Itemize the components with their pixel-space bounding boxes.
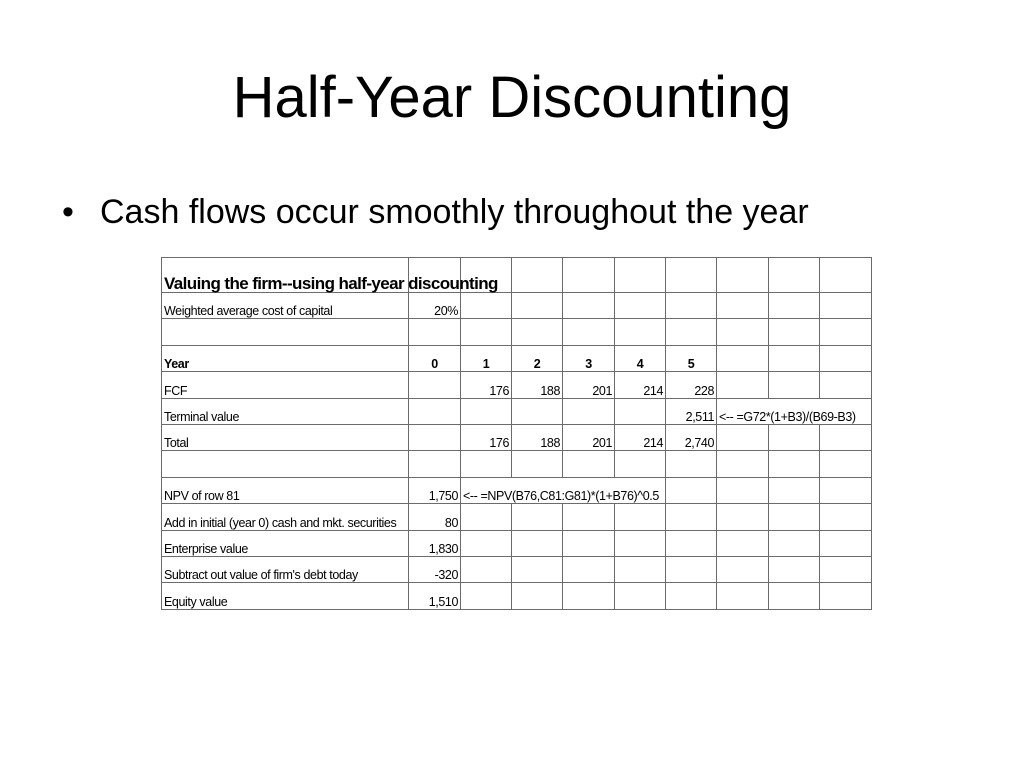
terminal-cell: 2,511 xyxy=(666,398,717,424)
empty-cell xyxy=(563,258,615,293)
terminal-cell xyxy=(512,398,563,424)
npv-label: NPV of row 81 xyxy=(162,477,409,503)
bullet-text: Cash flows occur smoothly throughout the year xyxy=(100,193,809,231)
terminal-cell xyxy=(461,398,512,424)
empty-cell xyxy=(820,556,872,582)
empty-cell xyxy=(461,293,512,319)
empty-cell xyxy=(717,293,769,319)
empty-cell xyxy=(162,319,409,345)
table-title-cell xyxy=(162,258,498,293)
empty-cell xyxy=(512,293,563,319)
empty-cell xyxy=(717,556,769,582)
total-cell: 201 xyxy=(563,424,615,450)
year-label: Year xyxy=(162,345,409,371)
empty-cell xyxy=(512,583,563,609)
empty-cell xyxy=(666,258,717,293)
total-cell: 176 xyxy=(461,424,512,450)
bullet-item xyxy=(62,190,809,234)
total-row xyxy=(162,424,872,450)
empty-cell xyxy=(769,424,820,450)
empty-cell xyxy=(820,319,872,345)
empty-cell xyxy=(461,530,512,556)
empty-cell xyxy=(615,556,666,582)
empty-cell xyxy=(512,556,563,582)
empty-cell xyxy=(769,530,820,556)
empty-cell xyxy=(820,372,872,398)
terminal-cell xyxy=(409,398,461,424)
empty-cell xyxy=(409,319,461,345)
empty-cell xyxy=(461,504,512,530)
table-row xyxy=(162,319,872,345)
fcf-label: FCF xyxy=(162,372,409,398)
empty-cell xyxy=(717,504,769,530)
bullet-dot-icon: • xyxy=(62,193,74,231)
fcf-cell: 188 xyxy=(512,372,563,398)
npv-formula: <-- =NPV(B76,C81:G81)*(1+B76)^0.5 xyxy=(461,477,666,503)
empty-cell xyxy=(717,372,769,398)
table-row xyxy=(162,451,872,477)
empty-cell xyxy=(666,451,717,477)
empty-cell xyxy=(717,583,769,609)
empty-cell xyxy=(820,530,872,556)
wacc-value: 20% xyxy=(409,293,461,319)
empty-cell xyxy=(717,345,769,371)
wacc-label: Weighted average cost of capital xyxy=(162,293,409,319)
year-cell: 2 xyxy=(512,345,563,371)
npv-row xyxy=(162,477,872,503)
table-title: Valuing the firm--using half-year discounting xyxy=(164,274,498,293)
empty-cell xyxy=(769,556,820,582)
year-cell: 5 xyxy=(666,345,717,371)
empty-cell xyxy=(666,530,717,556)
empty-cell xyxy=(461,451,512,477)
valuation-table xyxy=(161,257,872,610)
enterprise-value-row xyxy=(162,530,872,556)
empty-cell xyxy=(769,372,820,398)
fcf-cell: 201 xyxy=(563,372,615,398)
empty-cell xyxy=(666,319,717,345)
empty-cell xyxy=(717,477,769,503)
empty-cell xyxy=(563,319,615,345)
year-cell: 0 xyxy=(409,345,461,371)
empty-cell xyxy=(769,583,820,609)
slide-title: Half-Year Discounting xyxy=(232,65,792,130)
fcf-cell xyxy=(409,372,461,398)
empty-cell xyxy=(820,451,872,477)
empty-cell xyxy=(769,258,820,293)
year-header-row xyxy=(162,345,872,371)
empty-cell xyxy=(769,451,820,477)
empty-cell xyxy=(615,504,666,530)
empty-cell xyxy=(512,530,563,556)
empty-cell xyxy=(820,345,872,371)
empty-cell xyxy=(615,530,666,556)
debt-row xyxy=(162,556,872,582)
empty-cell xyxy=(717,319,769,345)
empty-cell xyxy=(461,319,512,345)
empty-cell xyxy=(769,293,820,319)
empty-cell xyxy=(820,258,872,293)
empty-cell xyxy=(563,293,615,319)
fcf-cell: 214 xyxy=(615,372,666,398)
empty-cell xyxy=(769,319,820,345)
empty-cell xyxy=(615,319,666,345)
empty-cell xyxy=(717,258,769,293)
empty-cell xyxy=(615,258,666,293)
debt-label: Subtract out value of firm's debt today xyxy=(162,556,409,582)
spreadsheet-image xyxy=(161,257,871,614)
fcf-row xyxy=(162,372,872,398)
empty-cell xyxy=(820,293,872,319)
empty-cell xyxy=(820,583,872,609)
empty-cell xyxy=(615,451,666,477)
fcf-cell: 228 xyxy=(666,372,717,398)
empty-cell xyxy=(512,504,563,530)
empty-cell xyxy=(563,504,615,530)
table-row xyxy=(162,258,872,293)
year-cell: 1 xyxy=(461,345,512,371)
empty-cell xyxy=(563,530,615,556)
empty-cell xyxy=(512,319,563,345)
empty-cell xyxy=(461,556,512,582)
empty-cell xyxy=(717,530,769,556)
empty-cell xyxy=(769,345,820,371)
empty-cell xyxy=(162,451,409,477)
total-cell xyxy=(409,424,461,450)
empty-cell xyxy=(769,477,820,503)
fcf-cell: 176 xyxy=(461,372,512,398)
terminal-value-row xyxy=(162,398,872,424)
npv-value: 1,750 xyxy=(409,477,461,503)
empty-cell xyxy=(563,556,615,582)
total-cell: 2,740 xyxy=(666,424,717,450)
add-cash-label: Add in initial (year 0) cash and mkt. securities xyxy=(162,504,409,530)
debt-value: -320 xyxy=(409,556,461,582)
empty-cell xyxy=(769,504,820,530)
total-cell: 214 xyxy=(615,424,666,450)
terminal-label: Terminal value xyxy=(162,398,409,424)
empty-cell xyxy=(461,583,512,609)
terminal-cell xyxy=(563,398,615,424)
empty-cell xyxy=(409,451,461,477)
equity-value-row xyxy=(162,583,872,609)
empty-cell xyxy=(717,451,769,477)
empty-cell xyxy=(666,293,717,319)
empty-cell xyxy=(615,293,666,319)
add-cash-row xyxy=(162,504,872,530)
empty-cell xyxy=(615,583,666,609)
empty-cell xyxy=(666,556,717,582)
empty-cell xyxy=(666,504,717,530)
empty-cell xyxy=(666,583,717,609)
empty-cell xyxy=(563,451,615,477)
empty-cell xyxy=(666,477,717,503)
terminal-formula: <-- =G72*(1+B3)/(B69-B3) xyxy=(717,398,872,424)
add-cash-value: 80 xyxy=(409,504,461,530)
terminal-cell xyxy=(615,398,666,424)
enterprise-label: Enterprise value xyxy=(162,530,409,556)
year-cell: 4 xyxy=(615,345,666,371)
empty-cell xyxy=(563,583,615,609)
empty-cell xyxy=(820,477,872,503)
year-cell: 3 xyxy=(563,345,615,371)
total-cell: 188 xyxy=(512,424,563,450)
empty-cell xyxy=(820,424,872,450)
enterprise-value: 1,830 xyxy=(409,530,461,556)
empty-cell xyxy=(512,451,563,477)
empty-cell xyxy=(512,258,563,293)
total-label: Total xyxy=(162,424,409,450)
equity-value: 1,510 xyxy=(409,583,461,609)
empty-cell xyxy=(820,504,872,530)
equity-label: Equity value xyxy=(162,583,409,609)
empty-cell xyxy=(717,424,769,450)
table-row xyxy=(162,293,872,319)
